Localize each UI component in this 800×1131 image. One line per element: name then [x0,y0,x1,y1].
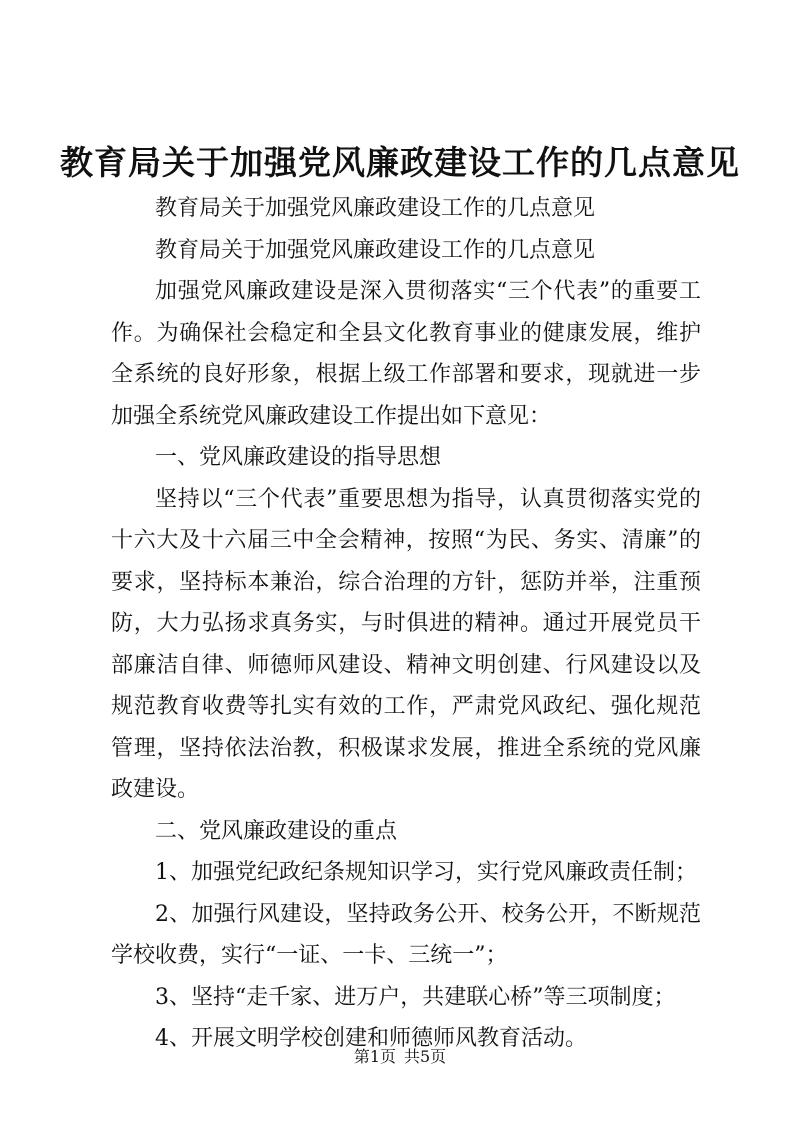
list-item: 2、加强行风建设，坚持政务公开、校务公开，不断规范学校收费，实行“一证、一卡、三统一”； [111,901,701,968]
page-footer [0,1045,800,1069]
page-total: 共5页 [404,1047,447,1066]
page-number: 第1页 [353,1047,396,1066]
subtitle-line: 教育局关于加强党风廉政建设工作的几点意见 [155,237,596,263]
list-item: 4、开展文明学校创建和师德师风教育活动。 [155,1026,587,1051]
list-item: 3、坚持“走千家、进万户，共建联心桥”等三项制度； [155,984,676,1010]
document-body [111,188,701,1060]
intro-paragraph: 加强党风廉政建设是深入贯彻落实“三个代表”的重要工作。为确保社会稳定和全县文化教育事业的健康发展，维护全系统的良好形象，根据上级工作部署和要求，现就进一步加强全系统党风廉政建设工作提出如下意见： [111,279,701,429]
body-paragraph: 坚持以“三个代表”重要思想为指导，认真贯彻落实党的十六大及十六届三中全会精神，按照“为民、务实、清廉”的要求，坚持标本兼治，综合治理的方针，惩防并举，注重预防，大力弘扬求真务实，与时俱进的精神。通过开展党员干部廉洁自律、师德师风建设、精神文明创建、行风建设以及规范教育收费等扎实有效的工作，严肃党风政纪、强化规范管理，坚持依法治教，积极谋求发展，推进全系统的党风廉政建设。 [111,486,701,802]
section-heading: 一、党风廉政建设的指导思想 [155,445,442,470]
document-title: 教育局关于加强党风廉政建设工作的几点意见 [60,143,740,182]
subtitle-line: 教育局关于加强党风廉政建设工作的几点意见 [155,196,596,221]
list-item: 1、加强党纪政纪条规知识学习，实行党风廉政责任制； [155,860,697,885]
section-heading: 二、党风廉政建设的重点 [155,818,398,844]
